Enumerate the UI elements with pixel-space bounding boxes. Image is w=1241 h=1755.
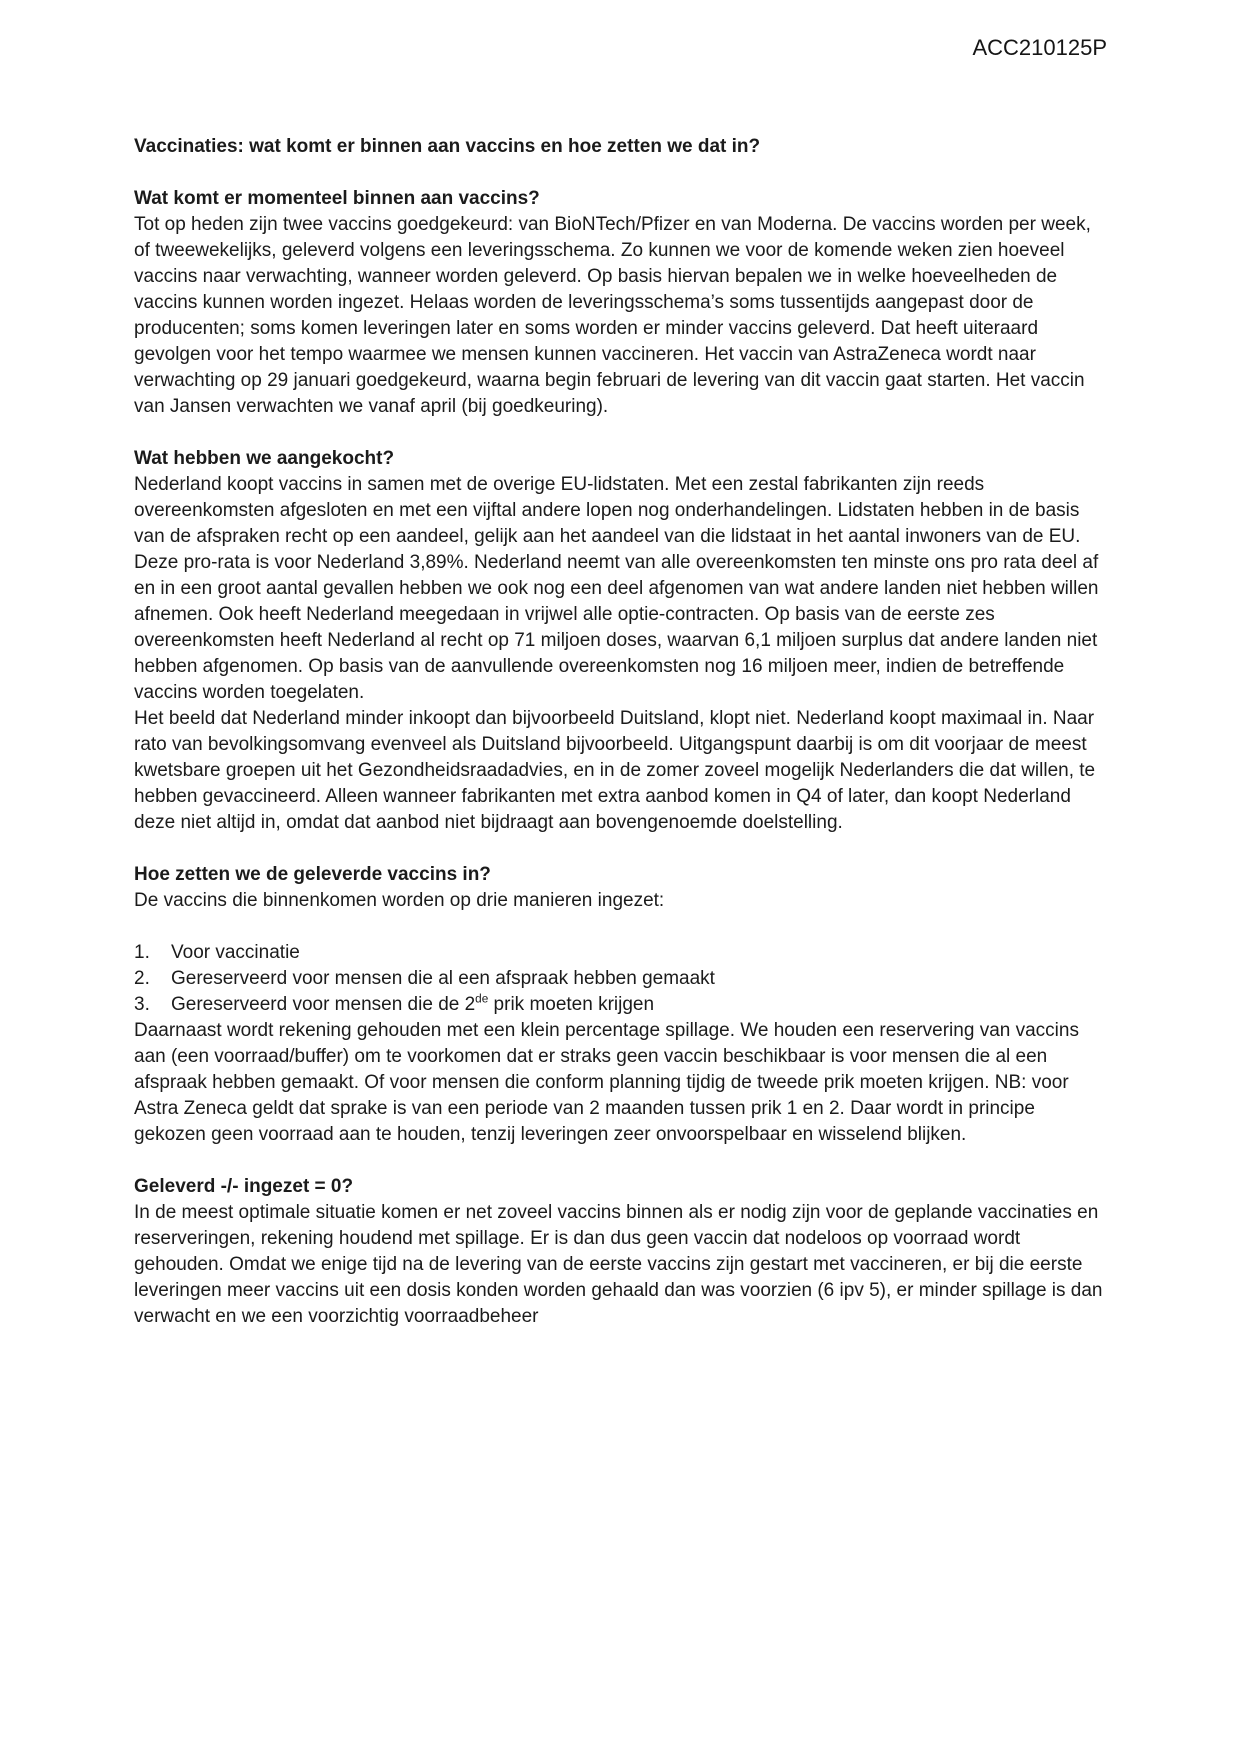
section-delivered-deployed <box>134 1174 1107 1330</box>
numbered-list <box>134 940 1107 1018</box>
section-purchases <box>134 446 1107 836</box>
section-heading-current-deliveries: Wat komt er momenteel binnen aan vaccins? <box>134 188 540 209</box>
list-item-number: 3. <box>134 994 150 1015</box>
document-reference: ACC210125P <box>972 35 1107 60</box>
list-item-text: Gereserveerd voor mensen die al een afspraak hebben gemaakt <box>171 968 715 989</box>
section-heading-deployment: Hoe zetten we de geleverde vaccins in? <box>134 864 491 885</box>
paragraph: Nederland koopt vaccins in samen met de overige EU-lidstaten. Met een zestal fabrikanten zijn reeds overeenkomsten afgesloten en met een vijftal andere lopen nog onderhandelingen. Lidstaten hebben in de basis van de afspraken recht op een aandeel, gelijk aan het aandeel van die lidstaat in het aantal inwoners van de EU. Deze pro-rata is voor Nederland 3,89%. Nederland neemt van alle overeenkomsten ten minste ons pro rata deel af en in een groot aantal gevallen hebben we ook nog een deel afgenomen van wat andere landen niet hebben willen afnemen. Ook heeft Nederland meegedaan in vrijwel alle optie-contracten. Op basis van de eerste zes overeenkomsten heeft Nederland al recht op 71 miljoen doses, waarvan 6,1 miljoen surplus dat andere landen niet hebben afgenomen. Op basis van de aanvullende overeenkomsten nog 16 miljoen meer, indien de betreffende vaccins worden toegelaten. <box>134 474 1099 703</box>
list-item-text: Voor vaccinatie <box>171 942 300 963</box>
section-heading-delivered-deployed: Geleverd -/- ingezet = 0? <box>134 1176 354 1197</box>
list-item <box>134 966 1107 992</box>
paragraph: In de meest optimale situatie komen er net zoveel vaccins binnen als er nodig zijn voor de geplande vaccinaties en reserveringen, rekening houdend met spillage. Er is dan dus geen vaccin dat nodeloos op voorraad wordt gehouden. Omdat we enige tijd na de levering van de eerste vaccins zijn gestart met vaccineren, er bij die eerste leveringen meer vaccins uit een dosis konden worden gehaald dan was voorzien (6 ipv 5), er minder spillage is dan verwacht en we een voorzichtig voorraadbeheer <box>134 1202 1103 1327</box>
list-item-text-superscript: de <box>475 992 489 1006</box>
list-item-text <box>171 992 1107 1018</box>
list-item-text-post: prik moeten krijgen <box>488 994 655 1015</box>
document-title: Vaccinaties: wat komt er binnen aan vaccins en hoe zetten we dat in? <box>134 136 761 157</box>
paragraph: Tot op heden zijn twee vaccins goedgekeurd: van BioNTech/Pfizer en van Moderna. De vaccins worden per week, of tweewekelijks, geleverd volgens een leveringsschema. Zo kunnen we voor de komende weken zien hoeveel vaccins naar verwachting, wanneer worden geleverd. Op basis hiervan bepalen we in welke hoeveelheden de vaccins kunnen worden ingezet. Helaas worden de leveringsschema’s soms tussentijds aangepast door de producenten; soms komen leveringen later en soms worden er minder vaccins geleverd. Dat heeft uiteraard gevolgen voor het tempo waarmee we mensen kunnen vaccineren. Het vaccin van AstraZeneca wordt naar verwachting op 29 januari goedgekeurd, waarna begin februari de levering van dit vaccin gaat starten. Het vaccin van Jansen verwachten we vanaf april (bij goedkeuring). <box>134 214 1091 417</box>
section-current-deliveries <box>134 186 1107 420</box>
section-heading-purchases: Wat hebben we aangekocht? <box>134 448 395 469</box>
paragraph: Daarnaast wordt rekening gehouden met een klein percentage spillage. We houden een reservering van vaccins aan (een voorraad/buffer) om te voorkomen dat er straks geen vaccin beschikbaar is voor mensen die al een afspraak hebben gemaakt. Of voor mensen die conform planning tijdig de tweede prik moeten krijgen. NB: voor Astra Zeneca geldt dat sprake is van een periode van 2 maanden tussen prik 1 en 2. Daar wordt in principe gekozen geen voorraad aan te houden, tenzij leveringen zeer onvoorspelbaar en wisselend blijken. <box>134 1020 1079 1145</box>
list-item <box>134 992 1107 1018</box>
list-item <box>134 940 1107 966</box>
section-deployment <box>134 862 1107 1148</box>
paragraph: De vaccins die binnenkomen worden op drie manieren ingezet: <box>134 890 665 911</box>
list-item-text-pre: Gereserveerd voor mensen die de 2 <box>171 994 476 1015</box>
paragraph: Het beeld dat Nederland minder inkoopt dan bijvoorbeeld Duitsland, klopt niet. Nederland koopt maximaal in. Naar rato van bevolkingsomvang evenveel als Duitsland bijvoorbeeld. Uitgangspunt daarbij is om dit voorjaar de meest kwetsbare groepen uit het Gezondheidsraadadvies, en in de zomer zoveel mogelijk Nederlanders die dat willen, te hebben gevaccineerd. Alleen wanneer fabrikanten met extra aanbod komen in Q4 of later, dan koopt Nederland deze niet altijd in, omdat dat aanbod niet bijdraagt aan bovengenoemde doelstelling. <box>134 708 1096 833</box>
list-item-number: 1. <box>134 942 150 963</box>
list-item-number: 2. <box>134 968 150 989</box>
